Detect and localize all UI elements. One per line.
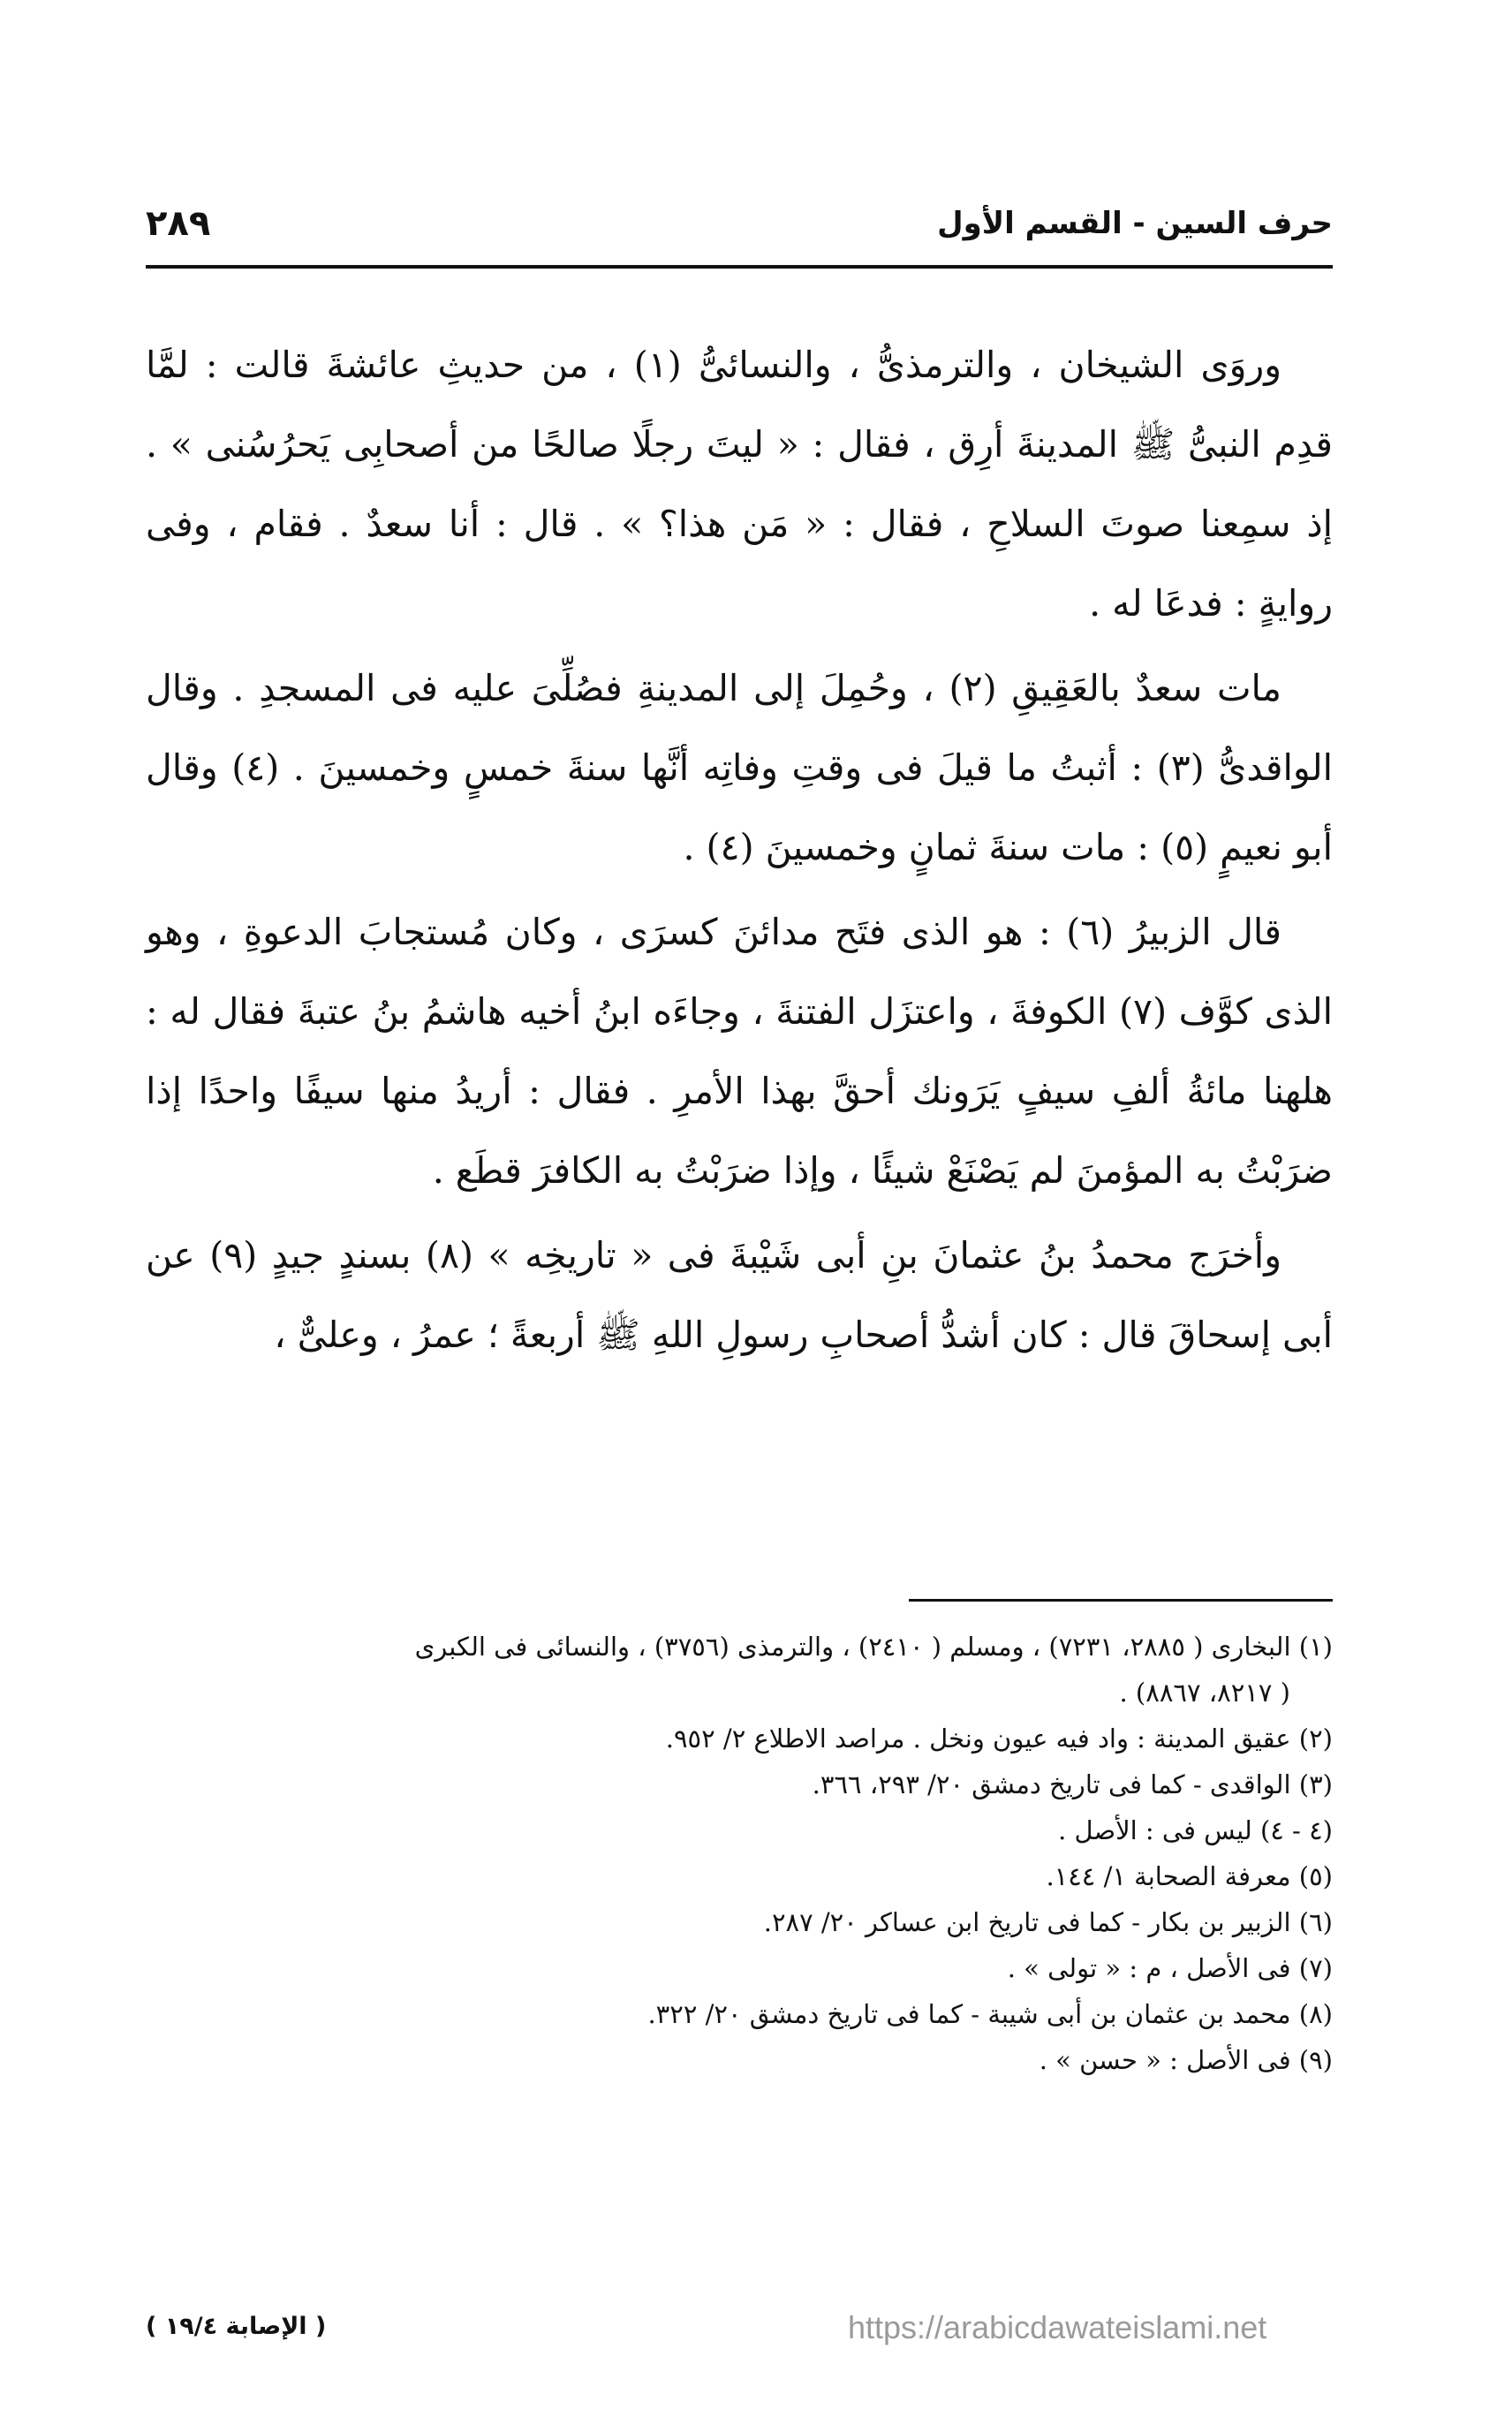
main-text [146,325,1333,1380]
running-title: حرف السين - القسم الأول [937,206,1333,241]
footnote: (٦) الزبير بن بكار - كما فى تاريخ ابن عساكر ٢٠/ ٢٨٧. [763,1907,1333,1937]
footnote-rule [909,1599,1333,1602]
footnotes [146,1624,1333,2083]
footnote: (٧) فى الأصل ، م : « تولى » . [1007,1953,1333,1983]
footnote: (٤ - ٤) ليس فى : الأصل . [1058,1815,1333,1845]
footnote-continuation: ( ٨٢١٧، ٨٨٦٧) . [1119,1678,1290,1708]
footnote: (٥) معرفة الصحابة ١/ ١٤٤. [1046,1861,1333,1891]
header-rule [146,265,1333,269]
footnote: (١) البخارى ( ٢٨٨٥، ٧٢٣١) ، ومسلم ( ٢٤١٠) ، والترمذى (٣٧٥٦) ، والنسائى فى الكبرى [414,1632,1333,1662]
footnote: (٣) الواقدى - كما فى تاريخ دمشق ٢٠/ ٢٩٣، ٣٦٦. [812,1769,1333,1799]
footnote: (٢) عقيق المدينة : واد فيه عيون ونخل . مراصد الاطلاع ٢/ ٩٥٢. [665,1723,1333,1754]
volume-reference: ( الإصابة ١٩/٤ ) [146,2313,327,2340]
paragraph: وروَى الشيخان ، والترمذىُّ ، والنسائىُّ (١) ، من حديثِ عائشةَ قالت : لمَّا قدِم النبىُّ ﷺ المدينةَ أرِق ، فقال : « ليتَ رجلًا صالحًا من أصحابِى يَحرُسُنى » . إذ سمِعنا صوتَ السلاحِ ، فقال : « مَن هذا؟ » . قال : أنا سعدٌ . فقام ، وفى روايةٍ : فدعَا له . [146,344,1333,625]
paragraph: وأخرَج محمدُ بنُ عثمانَ بنِ أبى شَيْبةَ فى « تاريخِه » (٨) بسندٍ جيدٍ (٩) عن أبى إسحاقَ قال : كان أشدُّ أصحابِ رسولِ اللهِ ﷺ أربعةً ؛ عمرُ ، وعلىٌّ ، [146,1234,1333,1356]
page-number: ٢٨٩ [146,203,211,244]
watermark-url: https://arabicdawateislami.net [848,2309,1267,2345]
page-header [146,193,1333,254]
paragraph: قال الزبيرُ (٦) : هو الذى فتَح مدائنَ كسرَى ، وكان مُستجابَ الدعوةِ ، وهو الذى كوَّف (٧) الكوفةَ ، واعتزَل الفتنةَ ، وجاءَه ابنُ أخيه هاشمُ بنُ عتبةَ فقال له : هلهنا مائةُ ألفِ سيفٍ يَرَونك أحقَّ بهذا الأمرِ . فقال : أريدُ منها سيفًا واحدًا إذا ضرَبْتُ به المؤمنَ لم يَصْنَعْ شيئًا ، وإذا ضرَبْتُ به الكافرَ قطَع . [146,911,1333,1192]
footnote: (٩) فى الأصل : « حسن » . [1039,2045,1333,2075]
footnote: (٨) محمد بن عثمان بن أبى شيبة - كما فى تاريخ دمشق ٢٠/ ٣٢٢. [647,1999,1333,2029]
paragraph: مات سعدٌ بالعَقِيقِ (٢) ، وحُمِلَ إلى المدينةِ فصُلِّىَ عليه فى المسجدِ . وقال الواقدىُّ (٣) : أثبتُ ما قيلَ فى وقتِ وفاتِه أنَّها سنةَ خمسٍ وخمسينَ . (٤) وقال أبو نعيمٍ (٥) : مات سنةَ ثمانٍ وخمسينَ (٤) . [146,667,1333,868]
